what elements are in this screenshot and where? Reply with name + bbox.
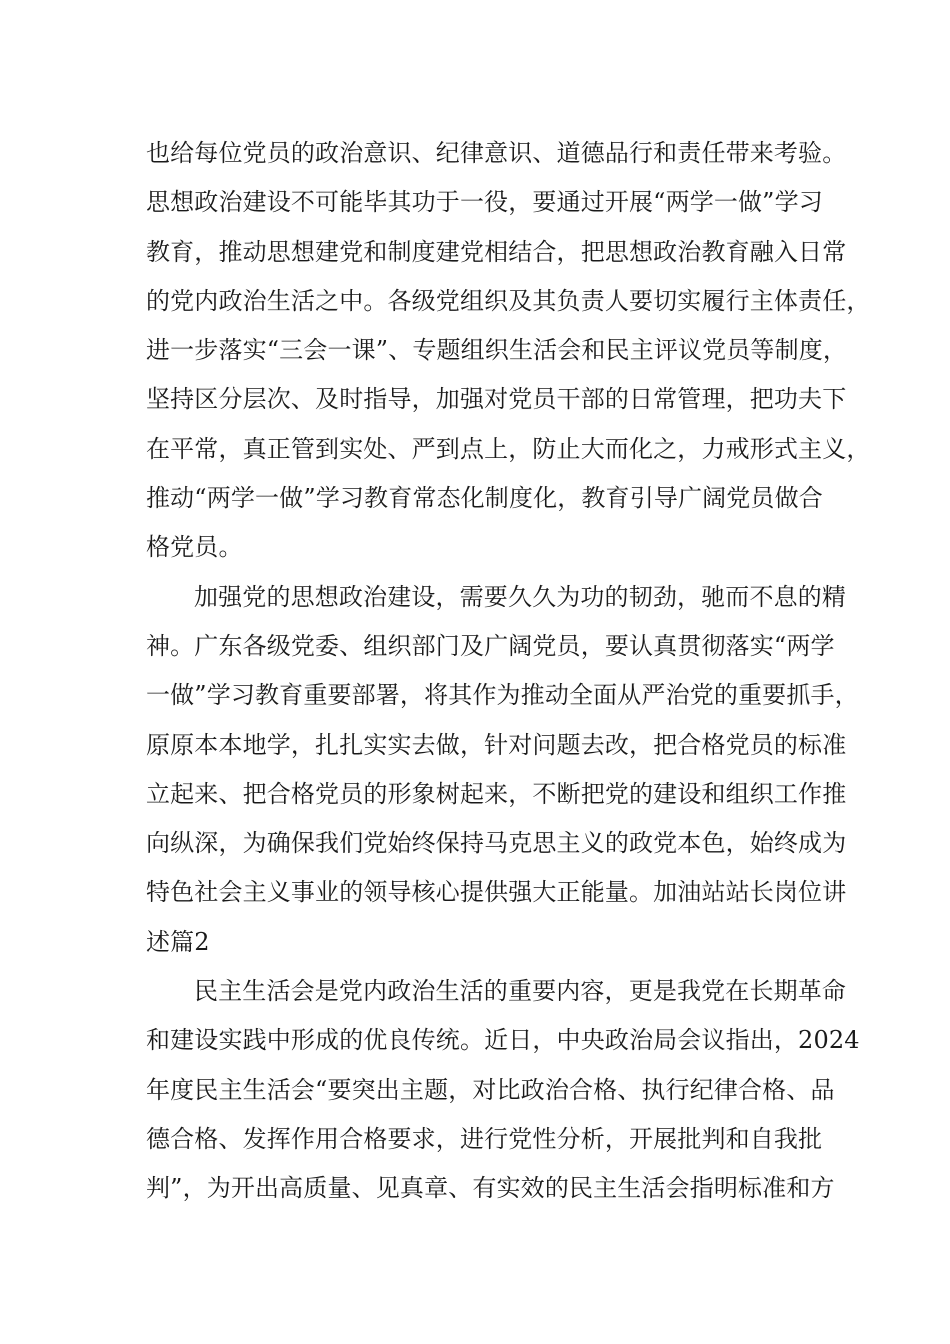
text-line: 在平常，真正管到实处、严到点上，防止大而化之，力戒形式主义， (146, 434, 871, 463)
text-line: 进一步落实“三会一课”、专题组织生活会和民主评议党员等制度， (146, 336, 848, 365)
text-line: 教育，推动思想建党和制度建党相结合，把思想政治教育融入日常 (146, 237, 847, 266)
text-line: 德合格、发挥作用合格要求，进行党性分析，开展批判和自我批 (146, 1124, 823, 1153)
text-line: 年度民主生活会“要突出主题，对比政治合格、执行纪律合格、品 (146, 1075, 835, 1104)
text-line: 的党内政治生活之中。各级党组织及其负责人要切实履行主体责任， (146, 286, 871, 315)
text-line: 一做”学习教育重要部署，将其作为推动全面从严治党的重要抓手， (146, 681, 859, 710)
text-line: 原原本本地学，扎扎实实去做，针对问题去改，把合格党员的标准 (146, 730, 847, 759)
text-line: 判”，为开出高质量、见真章、有实效的民主生活会指明标准和方 (146, 1174, 835, 1203)
document-body (146, 129, 871, 1214)
text-line: 述篇2 (146, 927, 210, 956)
text-line: 坚持区分层次、及时指导，加强对党员干部的日常管理，把功夫下 (146, 385, 847, 414)
text-line: 格党员。 (146, 533, 243, 562)
text-line: 也给每位党员的政治意识、纪律意识、道德品行和责任带来考验。 (146, 139, 847, 167)
text-line: 和建设实践中形成的优良传统。近日，中央政治局会议指出，2024 (146, 1026, 860, 1055)
text-line: 立起来、把合格党员的形象树起来，不断把党的建设和组织工作推 (146, 779, 847, 808)
text-line: 特色社会主义事业的领导核心提供强大正能量。加油站站长岗位讲 (146, 878, 847, 907)
text-line: 向纵深，为确保我们党始终保持马克思主义的政党本色，始终成为 (146, 829, 847, 858)
text-line: 神。广东各级党委、组织部门及广阔党员，要认真贯彻落实“两学 (146, 631, 835, 660)
text-line: 推动“两学一做”学习教育常态化制度化，教育引导广阔党员做合 (146, 484, 823, 513)
text-line: 思想政治建设不可能毕其功于一役，要通过开展“两学一做”学习 (146, 188, 823, 217)
paragraph-first-line: 民主生活会是党内政治生活的重要内容，更是我党在长期革命 (194, 977, 847, 1006)
paragraph-first-line: 加强党的思想政治建设，需要久久为功的韧劲，驰而不息的精 (194, 582, 847, 611)
